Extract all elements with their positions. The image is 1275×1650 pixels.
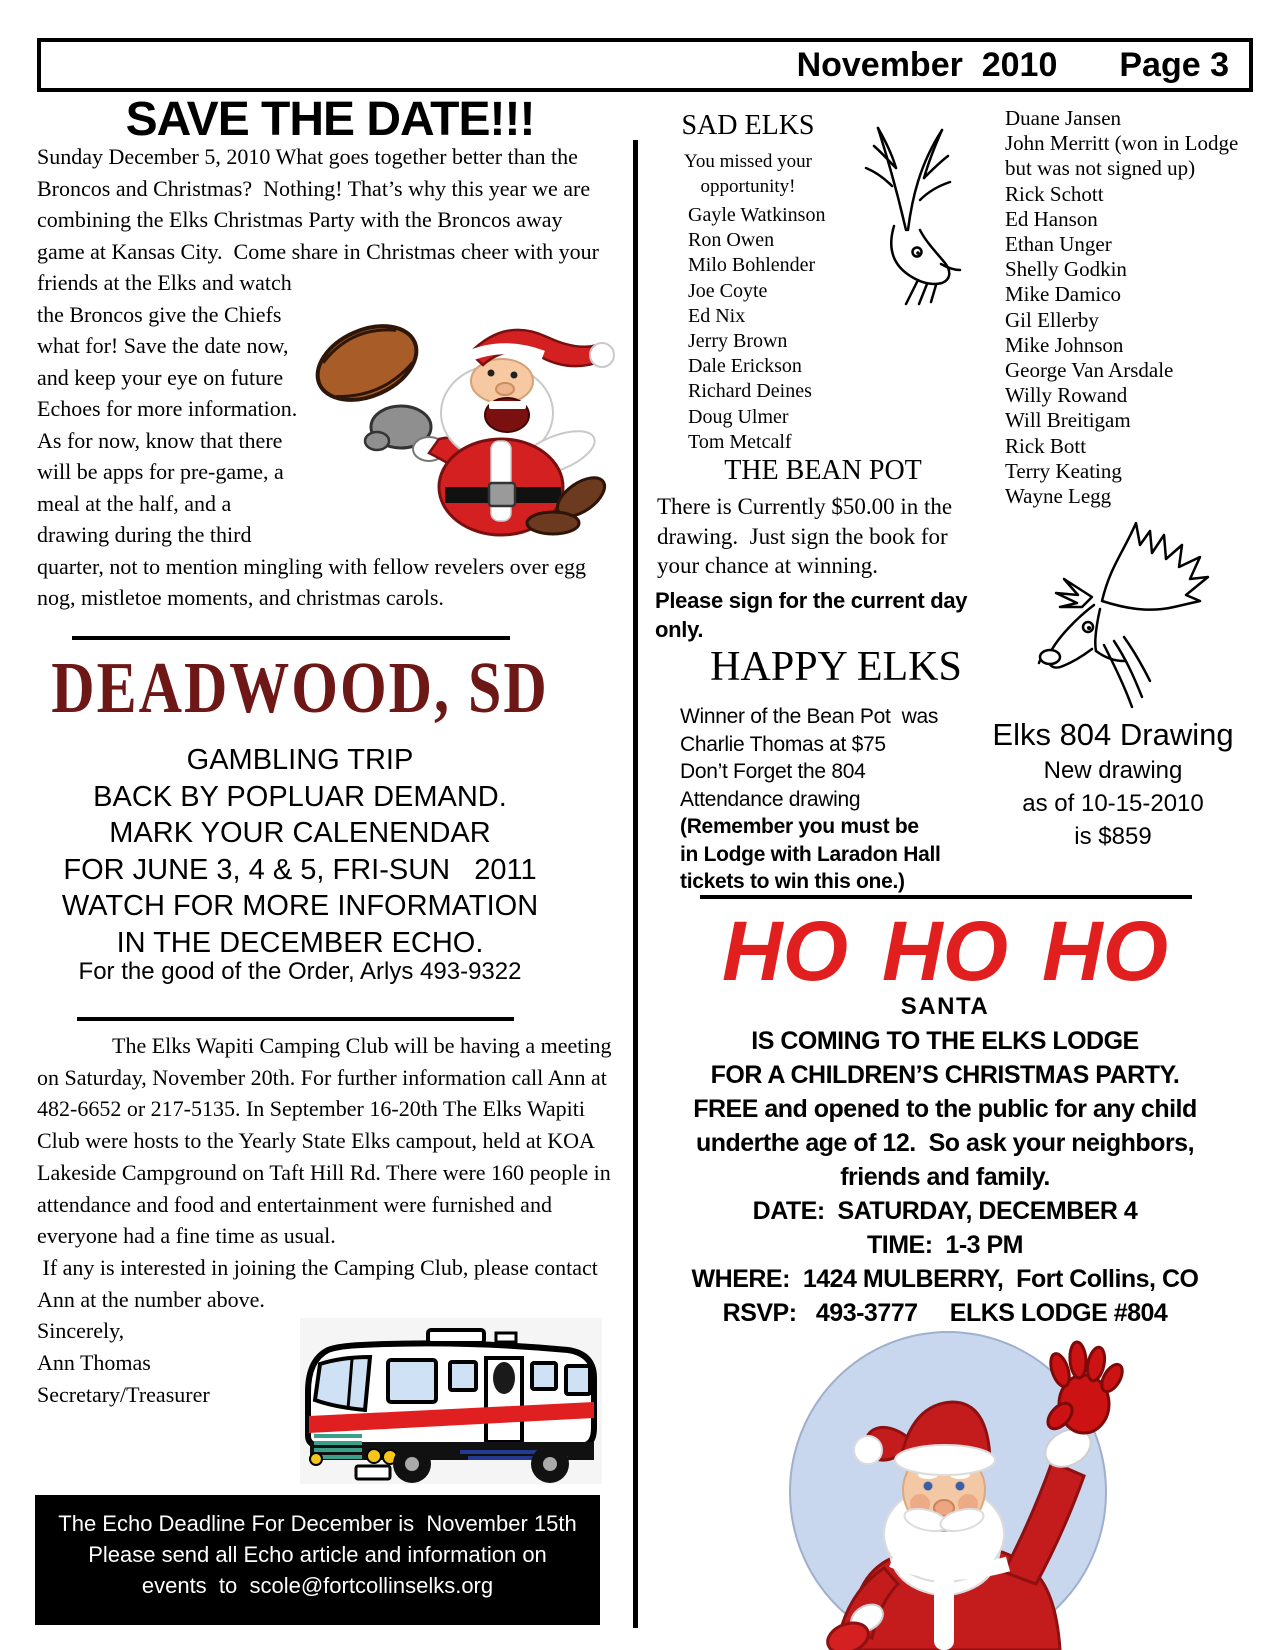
member-name: Joe Coyte	[688, 279, 768, 302]
member-name: Ed Hanson	[1005, 206, 1098, 231]
ho-letter: HO	[722, 904, 848, 998]
member-name: Will Breitigam	[1005, 408, 1131, 433]
ho-ho-ho-heading	[722, 904, 1168, 998]
deadwood-title: DEADWOOD, SD	[51, 647, 549, 728]
santa-party-line: FREE and opened to the public for any child	[693, 1095, 1197, 1123]
member-name: Duane Jansen	[1005, 106, 1122, 130]
santa-waving-image	[722, 1320, 1174, 1650]
rule-above-camping	[77, 1017, 514, 1021]
member-name: Gil Ellerby	[1005, 307, 1099, 332]
happy-elks-note-line: in Lodge with Laradon Hall	[680, 842, 941, 866]
signature-line: Secretary/Treasurer	[37, 1381, 210, 1407]
member-name: Ed Nix	[688, 304, 746, 327]
member-name: Mike Damico	[1005, 282, 1122, 307]
deadline-line: The Echo Deadline For December is November 15th	[58, 1511, 577, 1536]
santa-party-line: FOR A CHILDREN’S CHRISTMAS PARTY.	[710, 1061, 1180, 1089]
santa-party-line: friends and family.	[840, 1163, 1050, 1191]
happy-elks-note-line: (Remember you must be	[680, 815, 919, 838]
bean-pot-title: THE BEAN POT	[724, 455, 922, 486]
save-the-date-title: SAVE THE DATE!!!	[125, 93, 535, 146]
bean-pot-note-line: only.	[655, 617, 704, 642]
echo-deadline-box	[35, 1495, 600, 1625]
member-name: Willy Rowand	[1005, 383, 1128, 408]
member-name: John Merritt (won in Lodge	[1005, 131, 1239, 156]
happy-elks-note-line: tickets to win this one.)	[680, 870, 905, 893]
member-name: Richard Deines	[688, 380, 812, 403]
santa-party-line: RSVP: 493-3777 ELKS LODGE #804	[722, 1299, 1168, 1327]
rv-motorhome-image	[300, 1316, 602, 1486]
deadline-line: events to scole@fortcollinselks.org	[141, 1573, 494, 1598]
member-name: but was not signed up)	[1005, 156, 1196, 181]
member-name: Terry Keating	[1005, 458, 1122, 483]
gambling-line: BACK BY POPLUAR DEMAND.	[93, 780, 507, 813]
signature-line: Ann Thomas	[37, 1350, 151, 1376]
member-name: Ron Owen	[688, 229, 775, 252]
elk-head-line-art-right	[1030, 505, 1212, 713]
santa-heading: SANTA	[900, 993, 990, 1020]
gambling-line: GAMBLING TRIP	[186, 744, 414, 776]
gambling-trip-block	[20, 742, 580, 961]
elks-804-drawing-line: New drawing	[1043, 757, 1183, 784]
bean-pot-text: There is Currently $50.00 in the drawing. Just sign the book for your chance at winning.	[657, 494, 958, 578]
gambling-line: WATCH FOR MORE INFORMATION	[61, 890, 539, 922]
save-paragraph-2: the Broncos give the Chiefs what for! Save the date now, and keep your eye on future Echoes for more information. As for now, know that there will be apps for pre-game, a meal at the half, and a drawing during the third	[37, 301, 302, 547]
ho-letter: HO	[1042, 904, 1168, 998]
member-name: Milo Bohlender	[688, 254, 816, 277]
santa-party-line: TIME: 1-3 PM	[866, 1231, 1023, 1259]
member-name: Wayne Legg	[1005, 484, 1112, 509]
member-name: Jerry Brown	[688, 330, 788, 353]
header-box	[37, 38, 1253, 92]
santa-party-line: underthe age of 12. So ask your neighbors,	[695, 1129, 1195, 1157]
sad-elks-subtitle-1: You missed your	[684, 151, 812, 172]
member-name: Doug Ulmer	[688, 405, 789, 428]
member-name: Shelly Godkin	[1005, 257, 1127, 282]
member-name: Tom Metcalf	[688, 430, 792, 453]
happy-elks-line: Attendance drawing	[680, 787, 861, 811]
gambling-line: MARK YOUR CALENENDAR	[109, 817, 491, 849]
member-name: George Van Arsdale	[1005, 358, 1174, 383]
rule-above-ho-ho-ho	[700, 895, 1192, 899]
member-name: Mike Johnson	[1005, 332, 1124, 357]
sad-elks-title: SAD ELKS	[681, 110, 815, 141]
santa-party-announcement	[640, 990, 1250, 1330]
gambling-line: IN THE DECEMBER ECHO.	[116, 926, 484, 959]
camping-paragraph-1: The Elks Wapiti Camping Club will be having a meeting on Saturday, November 20th. For further information call Ann at 482-6652 or 217-5135. In September 16-20th The Elks Wapiti Club were hosts to the Yearly State Elks campout, held at KOA Lakeside Campground on Taft Hill Rd. There were 160 people in attendance and food and entertainment were furnished and everyone had a fine time as usual.	[37, 1033, 617, 1249]
happy-elks-line: Winner of the Bean Pot was	[680, 705, 939, 728]
rule-above-deadwood	[72, 636, 510, 640]
happy-elks-block	[680, 703, 941, 896]
header-date: November 2010	[796, 45, 1058, 84]
column-divider	[633, 140, 638, 1628]
happy-elks-line: Don’t Forget the 804	[680, 760, 866, 783]
sad-elks-name-list	[688, 203, 825, 455]
santa-party-line: WHERE: 1424 MULBERRY, Fort Collins, CO	[691, 1265, 1199, 1293]
santa-party-line: IS COMING TO THE ELKS LODGE	[751, 1027, 1139, 1055]
elk-head-line-art-top	[848, 112, 973, 307]
member-name: Ethan Unger	[1005, 232, 1112, 257]
member-name: Rick Bott	[1005, 433, 1087, 458]
happy-elks-line: Charlie Thomas at $75	[680, 732, 886, 756]
signature-line: Sincerely,	[37, 1318, 125, 1344]
deadline-line: Please send all Echo article and information on	[88, 1542, 547, 1567]
member-name: Rick Schott	[1005, 181, 1104, 206]
ho-letter: HO	[882, 904, 1008, 998]
santa-party-line: DATE: SATURDAY, DECEMBER 4	[752, 1197, 1138, 1225]
drawing-winners-list	[1005, 106, 1238, 509]
elks-804-drawing-line: as of 10-15-2010	[1022, 790, 1204, 817]
save-paragraph-3: quarter, not to mention mingling with fellow revelers over egg nog, mistletoe moments, and christmas carols.	[37, 553, 592, 610]
happy-elks-title: HAPPY ELKS	[710, 644, 962, 690]
gambling-line: FOR JUNE 3, 4 & 5, FRI-SUN 2011	[63, 853, 537, 886]
save-the-date-article	[37, 141, 615, 614]
sad-elks-subtitle-2: opportunity!	[700, 176, 796, 197]
elks-804-drawing-line: is $859	[1074, 823, 1152, 850]
member-name: Dale Erickson	[688, 355, 802, 378]
member-name: Gayle Watkinson	[688, 204, 826, 226]
elks-804-drawing-block	[963, 716, 1263, 853]
elks-804-drawing-title: Elks 804 Drawing	[992, 717, 1234, 752]
header-page-number: Page 3	[1119, 45, 1229, 84]
good-of-the-order-line: For the good of the Order, Arlys 493-9322	[78, 958, 522, 985]
bean-pot-note-line: Please sign for the current day	[655, 588, 968, 613]
sad-elks-header	[648, 110, 848, 199]
camping-paragraph-2: If any is interested in joining the Camping Club, please contact Ann at the number above.	[37, 1254, 603, 1312]
santa-football-image	[305, 301, 615, 537]
bean-pot-note	[655, 586, 967, 644]
save-paragraph-1: Sunday December 5, 2010 What goes together better than the Broncos and Christmas? Nothing! That’s why this year we are combining the Elks Christmas Party with the Broncos away game at Kansas City. Come share in Christmas cheer with your friends at the Elks and watch	[37, 144, 605, 295]
